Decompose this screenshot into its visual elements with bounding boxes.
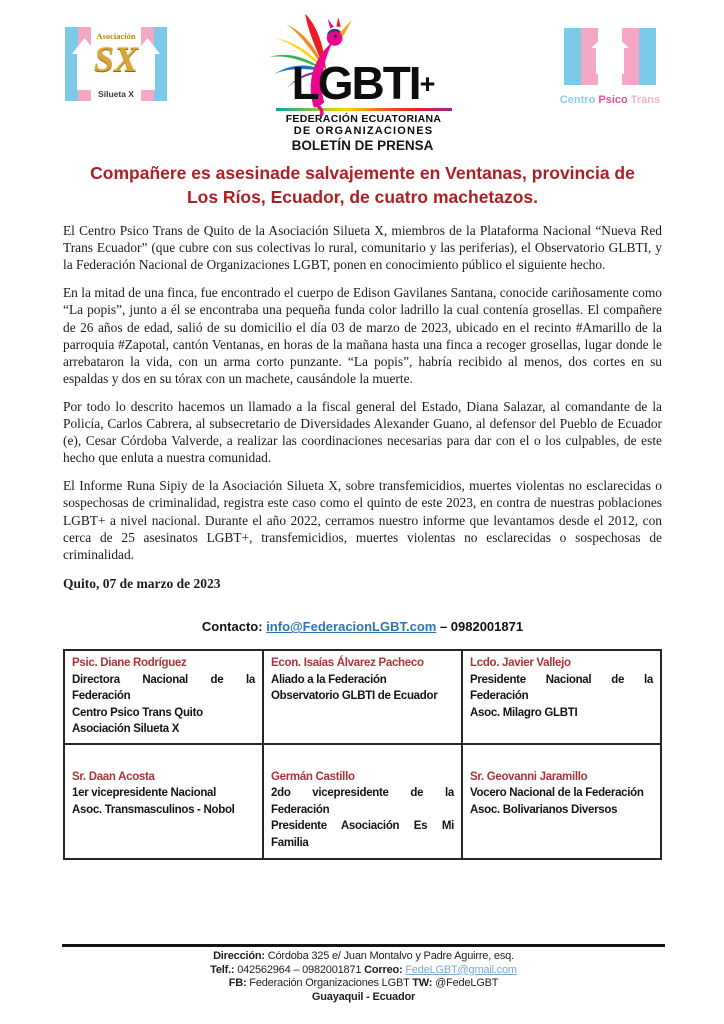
signatory-role-line: Presidente Asociación Es Mi Familia <box>271 820 454 849</box>
header-logos <box>63 16 662 136</box>
footer-phone-label: Telf.: <box>210 963 235 976</box>
footer-phone-line <box>62 964 665 978</box>
federation-line-2: DE ORGANIZACIONES <box>293 124 434 137</box>
signatory-name: Sr. Geovanni Jaramillo <box>470 770 588 783</box>
signatory-role-line: 1er vicepresidente Nacional <box>72 787 217 800</box>
trans-house-brackets-icon <box>560 28 660 88</box>
sx-bottom-label: Silueta X <box>98 89 134 99</box>
table-row <box>64 650 661 744</box>
lgbti-wordmark: LGBTI+ <box>291 57 436 109</box>
footer-city: Guayaquil - Ecuador <box>311 990 416 1003</box>
sx-top-label: Asociación <box>96 31 136 41</box>
footer-fb-label: FB: <box>228 977 247 990</box>
silueta-x-logo <box>63 24 169 104</box>
table-row <box>64 744 661 860</box>
signatory-cell <box>263 744 462 860</box>
footer-fb: Federación Organizaciones LGBT <box>246 977 413 990</box>
signatories-table <box>63 649 662 860</box>
signatory-role-line: Asoc. Transmasculinos - Nobol <box>72 803 235 816</box>
dateline: Quito, 07 de marzo de 2023 <box>63 576 221 592</box>
signatory-cell <box>64 744 263 860</box>
plus-glyph: + <box>419 69 436 99</box>
body-paragraph-4: El Informe Runa Sipiy de la Asociación Silueta X, sobre transfemicidios, muertes violentas no esclarecidas o sospechosas de criminalidad, registra este caso como el quinto de este 2023, en contra de nuestras poblaciones LGBT+ a nivel nacional. Durante el año 2022, cerramos nuestro informe que levantamos desde el 2012, con cerca de 25 asesinatos LGBT+, transfemicidios, muertes violentas no esclarecidas o sospechosas de criminalidad. <box>63 478 662 562</box>
contact-line <box>63 619 662 634</box>
signatory-name: Econ. Isaías Álvarez Pacheco <box>271 657 424 670</box>
contact-label: Contacto: <box>201 619 263 635</box>
signatory-role-line: Presidente Nacional de la Federación <box>470 673 653 703</box>
footer-email-link[interactable]: FedeLGBT@gmail.com <box>405 963 517 976</box>
press-title: Compañere es asesinade salvajemente en Ventanas, provincia de Los Ríos, Ecuador, de cuatro machetazos. <box>90 163 635 207</box>
federation-line-1: FEDERACIÓN ECUATORIANA <box>285 112 442 125</box>
lgbti-federation-logo <box>259 16 469 136</box>
centro-psico-trans-logo <box>558 28 662 106</box>
signatory-cell <box>462 744 661 860</box>
signatory-role-line: Aliado a la Federación <box>271 673 387 686</box>
footer-phones: 042562964 – 0982001871 <box>234 963 365 976</box>
signatory-role-line: Asoc. Bolivarianos Diversos <box>470 803 618 816</box>
footer-tw-label: TW: <box>412 977 433 990</box>
signatory-name: Lcdo. Javier Vallejo <box>470 657 571 670</box>
footer-address-label: Dirección: <box>213 950 265 962</box>
signatory-role-line: Centro Psico Trans Quito <box>72 706 203 719</box>
body-paragraph-2: En la mitad de una finca, fue encontrado el cuerpo de Edison Gavilanes Santana, conocide cariñosamente como “La popis”, junto a él se encontraba una pequeña funda color ladrillo la cual contenía grosellas. El compañere de 26 años de edad, salió de su domicilio el día 03 de marzo de 2023, ubicado en el recinto #Amarillo de la parroquia #Zapotal, cantón Ventanas, en horas de la mañana hasta una finca a recoger grosellas, lugar donde le arrebataron la vida, con un arma corto punzante. “La popis”, habría recibido al menos, dos cortes en su espaldas y dos en su tórax con un machete, causándole la muerte. <box>63 285 662 387</box>
signatory-role-line: 2do vicepresidente de la Federación <box>271 787 454 816</box>
signatory-name: Sr. Daan Acosta <box>72 770 155 783</box>
signatory-role-line: Asoc. Milagro GLBTI <box>470 706 578 719</box>
signatory-name: Psic. Diane Rodríguez <box>72 657 187 670</box>
footer <box>62 944 665 1004</box>
footer-email-label: Correo: <box>364 963 403 976</box>
signatory-role-line: Vocero Nacional de la Federación <box>470 787 644 800</box>
body-paragraph-3: Por todo lo descrito hacemos un llamado a la fiscal general del Estado, Diana Salazar, al comandante de la Policía, Carlos Cabrera, al subsecretario de Diversidades Alexander Guano, al defensor del Pueblo de Ecuador (e), Cesar Córdoba Valverde, a realizar las coordinaciones necesarias para dar con el o los culpables, de este hecho que enluta a nuestra comunidad. <box>63 398 662 466</box>
contact-phone: – 0982001871 <box>436 619 524 635</box>
signatory-name: Germán Castillo <box>271 770 355 783</box>
footer-social-line <box>62 977 665 991</box>
body-paragraph-1: El Centro Psico Trans de Quito de la Asociación Silueta X, miembros de la Plataforma Nacional “Nueva Red Trans Ecuador” (que cubre con sus colectivas lo rural, comunitario y las periferias), el Observatorio GLBTI, y la Federación Nacional de Organizaciones LGBT, ponen en conocimiento público el siguiente hecho. <box>63 223 662 273</box>
footer-address-line <box>62 950 665 964</box>
footer-tw: @FedeLGBT <box>432 977 499 990</box>
contact-email-link[interactable]: info@FederacionLGBT.com <box>266 619 437 635</box>
sx-monogram: SX <box>93 39 139 79</box>
signatory-role-line: Asociación Silueta X <box>72 723 180 736</box>
signatory-role-line: Observatorio GLBTI de Ecuador <box>271 690 438 703</box>
signatory-role-line: Directora Nacional de la Federación <box>72 673 255 703</box>
signatory-cell <box>462 650 661 744</box>
footer-address: Córdoba 325 e/ Juan Montalvo y Padre Aguirre, esq. <box>264 950 514 962</box>
signatory-cell <box>64 650 263 744</box>
cpt-label: Centro Psico Trans <box>559 94 661 106</box>
signatory-cell <box>263 650 462 744</box>
bulletin-label: BOLETÍN DE PRENSA <box>291 138 434 153</box>
